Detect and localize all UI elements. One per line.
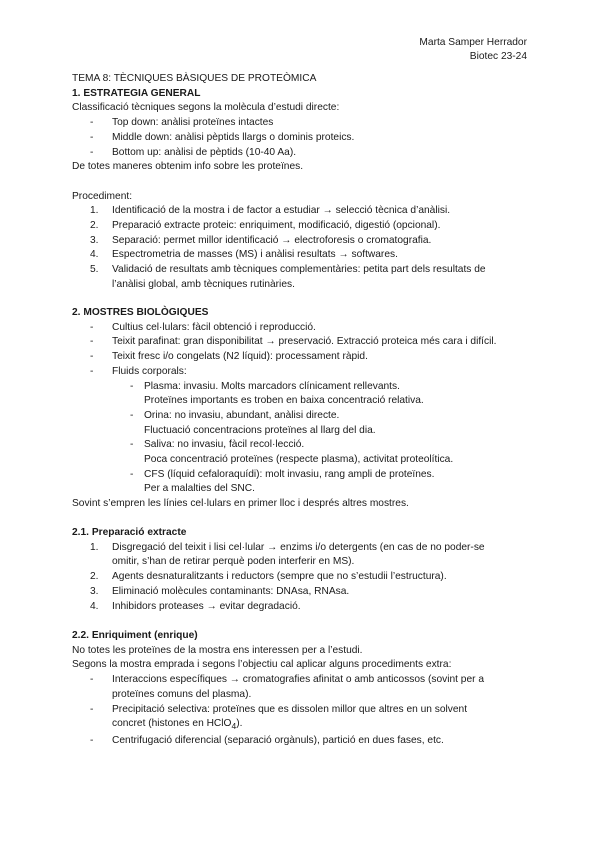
section-2-2	[72, 629, 528, 749]
numbered-item-text: Inhibidors proteases → evitar degradació.	[112, 600, 301, 612]
sub-list-item-detail: Fluctuació concentracions proteïnes al llarg del dia.	[144, 424, 376, 436]
list-item-text: Middle down: anàlisi pèptids llargs o dominis proteics.	[112, 131, 355, 143]
section-heading: 1. ESTRATEGIA GENERAL	[72, 87, 201, 99]
section-1	[72, 72, 528, 293]
continuation-tail: ).	[236, 718, 243, 730]
list-item	[72, 350, 528, 365]
bullet-dash: -	[90, 351, 94, 363]
list-item	[72, 335, 528, 350]
numbered-item-continuation: l’anàlisi global, amb tècniques rutinàries.	[112, 278, 295, 290]
bullet-dash: -	[90, 131, 94, 143]
numbered-item	[72, 234, 528, 249]
numbered-item	[72, 248, 528, 263]
bullet-dash: -	[130, 409, 134, 421]
list-item-text: Fluids corporals:	[112, 365, 187, 377]
numbered-item-text: Agents desnaturalitzants i reductors (sempre que no s’estudii l’estructura).	[112, 571, 447, 583]
list-item-text: Cultius cel·lulars: fàcil obtenció i reproducció.	[112, 321, 316, 333]
numbered-item-continuation: omitir, s’han de retirar perquè poden interferir en MS).	[112, 556, 355, 568]
sub-list-item	[72, 438, 528, 453]
item-number: 5.	[90, 264, 99, 276]
numbered-item	[72, 219, 528, 234]
list-item	[72, 131, 528, 146]
sub-list-item-text: CFS (líquid cefaloraquídi): molt invasiu, rang ampli de proteïnes.	[144, 468, 435, 480]
numbered-item-text: Separació: permet millor identificació → electroforesis o cromatografia.	[112, 234, 432, 246]
list-item-text: Interaccions específiques → cromatografies afinitat o amb anticossos (sovint per a	[112, 674, 485, 686]
item-number: 1.	[90, 541, 99, 553]
topic-title: TEMA 8: TÈCNIQUES BÀSIQUES DE PROTEÒMICA	[72, 73, 317, 84]
procedure-label: Procediment:	[72, 190, 133, 202]
numbered-item-text: Validació de resultats amb tècniques complementàries: petita part dels resultats de	[112, 264, 486, 276]
sub-list-item-text: Saliva: no invasiu, fàcil recol·lecció.	[144, 439, 305, 451]
numbered-item-text: Disgregació del teixit i lisi cel·lular → enzims i/o detergents (en cas de no poder-se	[112, 541, 485, 553]
list-item	[72, 146, 528, 161]
bullet-dash: -	[90, 674, 94, 686]
list-item-text: Precipitació selectiva: proteïnes que es dissolen millor que altres en un solvent	[112, 703, 468, 715]
numbered-item	[72, 600, 528, 615]
list-item-text: Bottom up: anàlisi de pèptids (10-40 Aa).	[112, 146, 297, 158]
paragraph: De totes maneres obtenim info sobre les proteïnes.	[72, 161, 304, 173]
bullet-dash: -	[130, 439, 134, 451]
page-header	[419, 36, 527, 64]
item-number: 3.	[90, 234, 99, 246]
bullet-dash: -	[90, 117, 94, 129]
subscript: 4	[231, 721, 237, 732]
list-item-continuation	[72, 717, 528, 734]
bullet-dash: -	[90, 365, 94, 377]
list-item	[72, 321, 528, 336]
list-item-text: Teixit parafinat: gran disponibilitat → preservació. Extracció proteica més cara i difícil.	[112, 336, 497, 348]
paragraph: Sovint s’empren les línies cel·lulars en primer lloc i després altres mostres.	[72, 498, 409, 510]
paragraph: Classificació tècniques segons la molècula d’estudi directe:	[72, 102, 340, 114]
numbered-item-text: Identificació de la mostra i de factor a estudiar → selecció tècnica d’anàlisi.	[112, 205, 451, 217]
author-name: Marta Samper Herrador	[419, 37, 527, 48]
sub-list-item-text: Plasma: invasiu. Molts marcadors clínicament rellevants.	[144, 380, 400, 392]
list-item-continuation: proteïnes comuns del plasma).	[112, 688, 252, 700]
list-item	[72, 734, 528, 749]
numbered-item-text: Eliminació molècules contaminants: DNAsa, RNAsa.	[112, 585, 350, 597]
bullet-dash: -	[90, 336, 94, 348]
sub-list-item-text: Orina: no invasiu, abundant, anàlisi directe.	[144, 409, 340, 421]
numbered-item	[72, 585, 528, 600]
list-item-text: Centrifugació diferencial (separació orgànuls), partició en dues fases, etc.	[112, 734, 444, 746]
paragraph: No totes les proteïnes de la mostra ens interessen per a l’estudi.	[72, 644, 363, 656]
numbered-item-text: Preparació extracte proteic: enriquiment, modificació, digestió (opcional).	[112, 220, 441, 232]
bullet-dash: -	[90, 703, 94, 715]
bullet-dash: -	[90, 146, 94, 158]
continuation-text: concret (histones en HClO	[112, 718, 232, 730]
item-number: 3.	[90, 585, 99, 597]
subsection-heading: 2.1. Preparació extracte	[72, 527, 187, 538]
list-item	[72, 673, 528, 688]
sub-list-item	[72, 380, 528, 395]
list-item	[72, 365, 528, 380]
numbered-item	[72, 570, 528, 585]
bullet-dash: -	[130, 468, 134, 480]
subsection-heading: 2.2. Enriquiment (enrique)	[72, 630, 198, 641]
paragraph: Segons la mostra emprada i segons l’objectiu cal aplicar alguns procediments extra:	[72, 659, 452, 671]
item-number: 2.	[90, 220, 99, 232]
sub-list-item-detail: Poca concentració proteïnes (respecte plasma), activitat proteolítica.	[144, 454, 454, 466]
section-2-1	[72, 526, 528, 614]
list-item	[72, 703, 528, 718]
sub-list-item-detail: Per a malalties del SNC.	[144, 483, 255, 495]
section-2	[72, 306, 528, 512]
item-number: 1.	[90, 205, 99, 217]
section-heading: 2. MOSTRES BIOLÒGIQUES	[72, 307, 209, 318]
numbered-item	[72, 541, 528, 556]
list-item-text: Teixit fresc i/o congelats (N2 líquid): processament ràpid.	[112, 351, 368, 363]
item-number: 4.	[90, 600, 99, 612]
list-item	[72, 116, 528, 131]
item-number: 4.	[90, 249, 99, 261]
sub-list-item	[72, 409, 528, 424]
bullet-dash: -	[90, 321, 94, 333]
numbered-item	[72, 204, 528, 219]
item-number: 2.	[90, 571, 99, 583]
course-label: Biotec 23-24	[469, 51, 527, 62]
list-item-text: Top down: anàlisi proteïnes intactes	[112, 117, 274, 129]
sub-list-item	[72, 468, 528, 483]
numbered-item-text: Espectrometria de masses (MS) i anàlisi resultats → softwares.	[112, 249, 398, 261]
sub-list-item-detail: Proteïnes importants es troben en baixa concentració relativa.	[144, 395, 424, 407]
bullet-dash: -	[130, 380, 134, 392]
bullet-dash: -	[90, 734, 94, 746]
numbered-item	[72, 263, 528, 278]
